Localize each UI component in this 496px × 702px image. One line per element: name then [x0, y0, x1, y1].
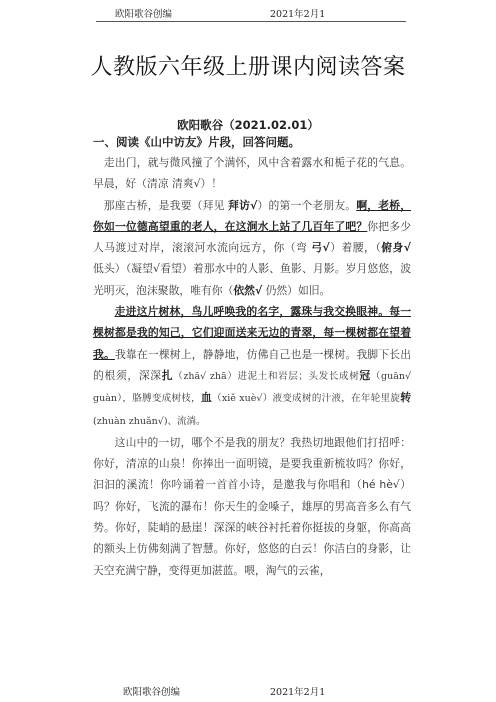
p3-char-4: 转 [400, 391, 411, 405]
p2-answer-4: 依然√ [233, 283, 263, 297]
header-divider [96, 21, 406, 22]
p2-underlined-sentence: 啊，老桥，你如一位德高望重的老人，在这涧水上站了几百年了吧？ [93, 198, 412, 233]
document-author: 欧阳歌谷（2021.02.01） [177, 118, 319, 132]
p2-text-k: 仍然）如旧。 [262, 283, 331, 297]
header-author: 欧阳歌谷创编 [115, 9, 173, 20]
p2-text-i: 低头）（凝望√看望）着那水中的人影、鱼影、月影。岁月悠悠，波光明灭，泡沫聚散，唯有你（ [93, 262, 411, 297]
footer-date: 2021年2月1 [270, 687, 326, 698]
p3-underlined-sentence: 走进这片树林，鸟儿呼唤我的名字，露珠与我交换眼神。每一棵树都是我的知己，它们迎面送来无边的青翠，每一棵树都在望着我。 [93, 305, 411, 361]
paragraph-2 [93, 195, 411, 301]
paragraph-3 [93, 301, 411, 432]
paragraph-1-text: 走出门，就与微风撞了个满怀，风中含着露水和栀子花的气息。早晨，好（清凉 清爽√）！ [93, 156, 411, 191]
p3-char-2: 冠 [359, 368, 371, 382]
section-heading: 一、阅读《山中访友》片段，回答问题。 [93, 135, 300, 149]
p3-pinyin-2: （guān√ guàn），胳膊变成树枝， [93, 370, 412, 405]
page-header [0, 6, 496, 20]
paragraph-1 [93, 152, 411, 195]
p2-text-g: ）着腰，（ [329, 241, 382, 255]
p3-pinyin-1: （zhā√ zhā）进泥土和岩层；头发长成树 [173, 370, 360, 382]
reading-passage [93, 152, 411, 581]
p2-text-c: ）的第一个老朋友。 [257, 198, 357, 212]
p2-text-e: 你把多少人马渡过对岸，滚滚河水流向远方，你（弯 [93, 219, 412, 255]
paragraph-4-text: 这山中的一切，哪个不是我的朋友？我热切地跟他们打招呼：你好，清凉的山泉！你捧出一面明镜，是要我重新梳妆吗？你好，汩汩的溪流！你吟诵着一首首小诗，是邀我与你唱和（hé hè√）吗？你好，飞流的瀑布！你天生的金嗓子，雄厚的男高音多么有气势。你好，陡峭的悬崖！深深的峡谷衬托着你挺拔的身躯，你高高的额头上仿佛刻满了智慧。你好，悠悠的白云！你洁白的身影，让天空充满宁静，变得更加湛蓝。喂，淘气的云雀， [93, 435, 411, 577]
p3-char-1: 扎 [161, 368, 174, 382]
header-date: 2021年2月1 [270, 9, 326, 20]
p3-pinyin-4: (zhuàn zhuǎn√)、流淌。 [93, 415, 206, 427]
paragraph-4 [93, 432, 411, 581]
document-title: 人教版六年级上册课内阅读答案 [90, 55, 406, 80]
p2-answer-2: 弓√ [311, 241, 330, 255]
p2-answer-3: 俯身√ [381, 241, 411, 255]
p3-char-3: 血 [200, 391, 213, 405]
p2-answer-1: 拜访√ [228, 198, 258, 212]
page-footer [0, 684, 496, 698]
footer-author: 欧阳歌谷创编 [123, 687, 181, 698]
p3-text-b: 我靠在一棵树上，静静地，仿佛自己也是一棵树。我脚下长出的根须，深深 [93, 347, 412, 382]
p3-pinyin-3: （xiě xuè√）液变成树的汁液，在年轮里旋 [212, 393, 401, 405]
p2-text-a: 那座古桥，是我要（拜见 [103, 198, 229, 212]
